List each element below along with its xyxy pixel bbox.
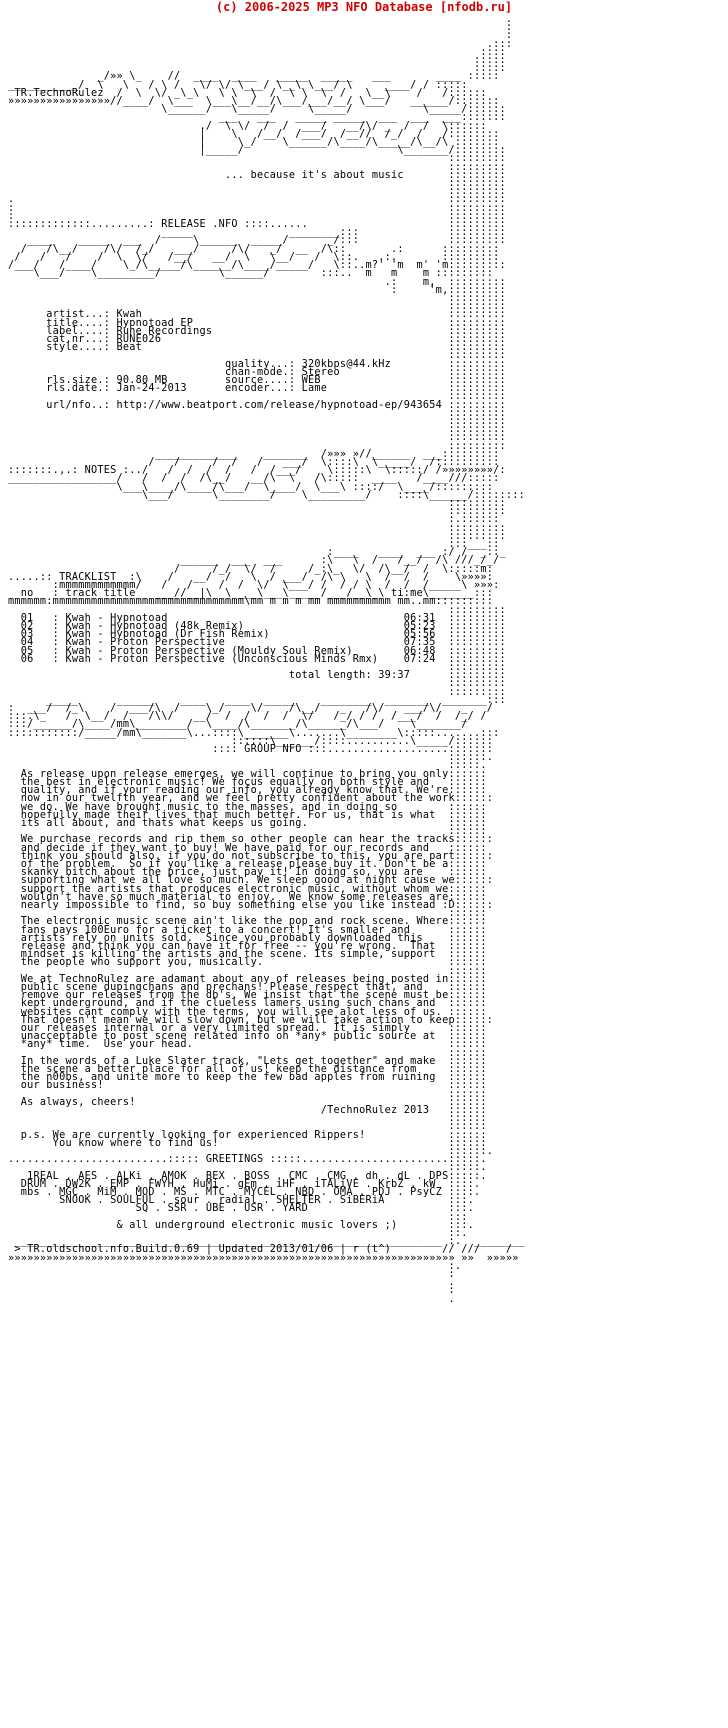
nfo-text: . : : .::: :::: ::::: ::::: _/»» \_ // ____ ____ _____ _____ ___ ____ ::::: ___________/ \ \ / \ / \/ \/ \___/ \__\ \___/ \ ____/ / ::::: TR.TechnoRulez / \ \/ _\_\ \ \ \ / \ \ \ / \__\ / /:::::: »»»»»»»»»»»»»»»»//____/ \___ \___\__/__/\___/___/__/ \___/ ______/::::::: \______/ \_____/ \_____/ \_____/:::::: ___ ___ _____ _____ ___ ___ ___::::::: ./ \ \/ / / ___/ __/\/ _ / / \:::::: | \ /__/ /___/ /__// /_/ / /:::::::: | \_/ \______/\____/\_____/\__/\ ::::::: |_____/ \_______/:::::::: ::::::::: ::::::::: ... because it's about music ::::::::: ::::::::: ::::::::: . ::::::::: : ::::::::: : ::::::::: :::::::::::::.........: RELEASE .NFO ::::...... ::::::::: _____ ________::: ::::::::: ____ _____ ___ / \______ _____/ _/::: ::::::::: / /\__/ /\/ /_/ ___/ /\/ _/ __ /\:: .: ::::::::: / / / / \ \/ /__/ __/ \ \__/ / \::. .:. ::::::::: /___/ /____/ \_/\_____/\______/\____/_____/ \::..m?' 'm m' 'm::::::::: \___/ \_________/ \______/ :::.. m m m ::::::::: .: m, ::::::::: : 'm,::::::::: ::::::::: ::::::::: artist...: Kwah ::::::::: title....: Hypnotoad EP ::::::::: label....: Rune Recordings ::::::::: cat.nr...: RUNE026 ::::::::: style....: Beat ::::::::: ::::::::: quality...: 320kbps@44.kHz ::::::::: chan-mode.: Stereo ::::::::: rls.size.: 90.80 MB source....: WEB ::::::::: rls.date.: Jan-24-2013 encoder...: Lame ::::::::: ::::::::: url/nfo..: http://www.beatport.com/release/hypnotoad-ep/943654 ::::::::: ::::::::: ::::::::: ::::::::: ::::::::: ::::::::: _____________ _______ /»»» »//______ ___::::::::: / / / / / ___/ \::::\ \_____/ /:::::::::: :::::::.,.: NOTES :../ / / / / / /___/ \:::::\ \:::::/ /»»»»»»»»/: _________________/ / / / /\__/ __/\ \ /\::::: ____ /____///::::: \___\____/\____/\___/ \____/ \___\ ::::/ \____/::::::::: \___/ \________/ \_________/ ::::\______/:::::::: ::::::::: ::::::::: :.:::::: ::::::::: ::::::::: :::___:: :____ ____ ___ :/ / _::_ ______ ___ ___ :\ \ / /__/ /\ ///_/_/ / /_/ \/ / /_:\_ \/ /\__/ / \:::::m: .....:: TRACKLIST :\ / __/ / \ / ___/ /\ \ \ / / / \»»»»: :mmmmmmmmmmmm/ / / / / \/ \___/ / / / \ / / /_____\ »»»: no : track title ___//__|\ \ ___\___\_____/___/__\_\ ti:me\_______::: mmmmmm:mmmmmmmmmmmmmmmmmmmmmmmmmmmmmm\mm m m m mm mmmmmmmmmm mm..mm::::::::: ::::::::: 01 : Kwah - Hypnotoad 06:31 ::::::::: 02 : Kwah - Hypnotoad (48k Remix) 05:23 ::::::::: 03 : Kwah - Hypnotoad (Dr Fish Remix) 05:56 ::::::::: 04 : Kwah - Proton Perspective 07:35 ::::::::: 05 : Kwah - Proton Perspective (Mouldy Soul Remix) 06:48 ::::::::: 06 : Kwah - Proton Perspective (Unconscious Minds Rmx) 07:24 ::::::::: ::::::::: total length: 39:37 ::::::::: ::::::::: ::::::::: _____ ______ ____ ____ _____ ________ _______ _______::: : ___/ /_\ / ___/\ / \_/ \/ /\__/ _ /\/ ___/\/ _ / :::.\_ / \__/ / /\\/ __/ / / / / \/ /_/ / / /___/ / /_/ / :::/______/\____/mm\________/ \____/\_______/\______/\___/ \_______/ :::::::::::/_____/mm\_______\...::::\_______\.......\________\:::::.......::: ::::::\______/::::..........\_____/:::::: :::: GROUP NFO :::...................::::::: ::::::. :::::. As release upon release emerges, we will continue to bring you only:::::: the best in electronic music! We focus equally on both style and :::::: quality, and if your reading our info, you already know that. We're:::::: now in our twelfth year, and we feel pretty confident about the work:::::: we do. We have brought music to the masses, and in doing so :::::: hopefully made their lives that much better. For us, that is what :::::: its all about, and thats what keeps us going. :::::: :::::: We purchase records and rip them so other people can hear the tracks:::::: and decide if they want to buy! We have paid for our records and :::::: think you should also. if you do not subscribe to this, you are part:::::: of the problem. So if you like a release please buy it. Don't be a:::::: skanky bitch about the price, just pay it! In doing so, you are :::::: supporting what we all love so much. We sleep good at night cause we:::::: support the artists that produces electronic music, without whom we:::::: wouldn't have so much material to enjoy. We know some releases are:::::: nearly impossible to find, so buy something else you like instead :D:::::: :::::: The electronic music scene ain't like the pop and rock scene. Where:::::: fans pays 100Euro for a ticket to a concert! It's smaller and :::::: artists rely on units sold. Since you probably downloaded this :::::: release and think you can have it for free -- you're wrong. That :::::: mindset is killing the artists and the scene. Its simple, support :::::: the people who support you, musically. :::::: :::::: We at TechnoRulez are adamant about any of releases being posted in:::::: public scene dupingchans and prechans! Please respect that, and :::::: remove our releases from the db's. We insist that the scene must be:::::: kept underground, and if the clueless lamers using such chans and :::::: websites cant comply with the terms, you will see alot less of us. :::::: That doesn't mean we will slow down, but we will take action to keep:::::: our releases internal or a very limited spread. It is simply :::::: unacceptable to post scene related info on *any* public source at :::::: *any* time. Use your head. :::::: :::::: In the words of a Luke Slater track, "Lets get together" and make :::::: the scene a better place for all of us! keep the distance from :::::: the n00bs, and unite more to keep the few bad apples from ruining :::::: our business! :::::: :::::: As always, cheers! :::::: /TechnoRulez 2013 :::::: :::::: :::::: p.s. We are currently looking for experienced Rippers! :::::: You know where to find us! :::::: ::::::. .........................::::: GREETINGS :::::.......................:::::. :::::. 1REAL . AES . ALKi . AMOK . BEX . BOSS . CMC . CMG . dh . dL . DPS:::::. DRUM . DW2K . EMP . FWYH . HuMi . gEm . iHF . iTALiVE . KrbZ . kW ::::. mbs . MGC . MiM . MOD . MS . MTC . MYCEL . NBD . OMA . PDJ . PsyCZ ::::. SNOOK . SOULFUL . sour . radial . SHELTER . SiBERiA :::. SQ . SSR . UBE . USR . YARD :::. ::: & all underground electronic music lovers ;) :::. ::. ___________________________________________________________________ :. ________ > TR.oldschool.nfo.Build.0.69 | Updated 2013/01/06 | r (t^) // /// / »»»»»»»»»»»»»»»»»»»»»»»»»»»»»»»»»»»»»»»»»»»»»»»»»»»»»»»»»»»»»»»»»»»»»» »» »»»»» :. : . : .: [8, 14, 526, 1305]
page-header[interactable]: (c) 2006-2025 MP3 NFO Database [nfodb.ru]: [215, 0, 513, 14]
